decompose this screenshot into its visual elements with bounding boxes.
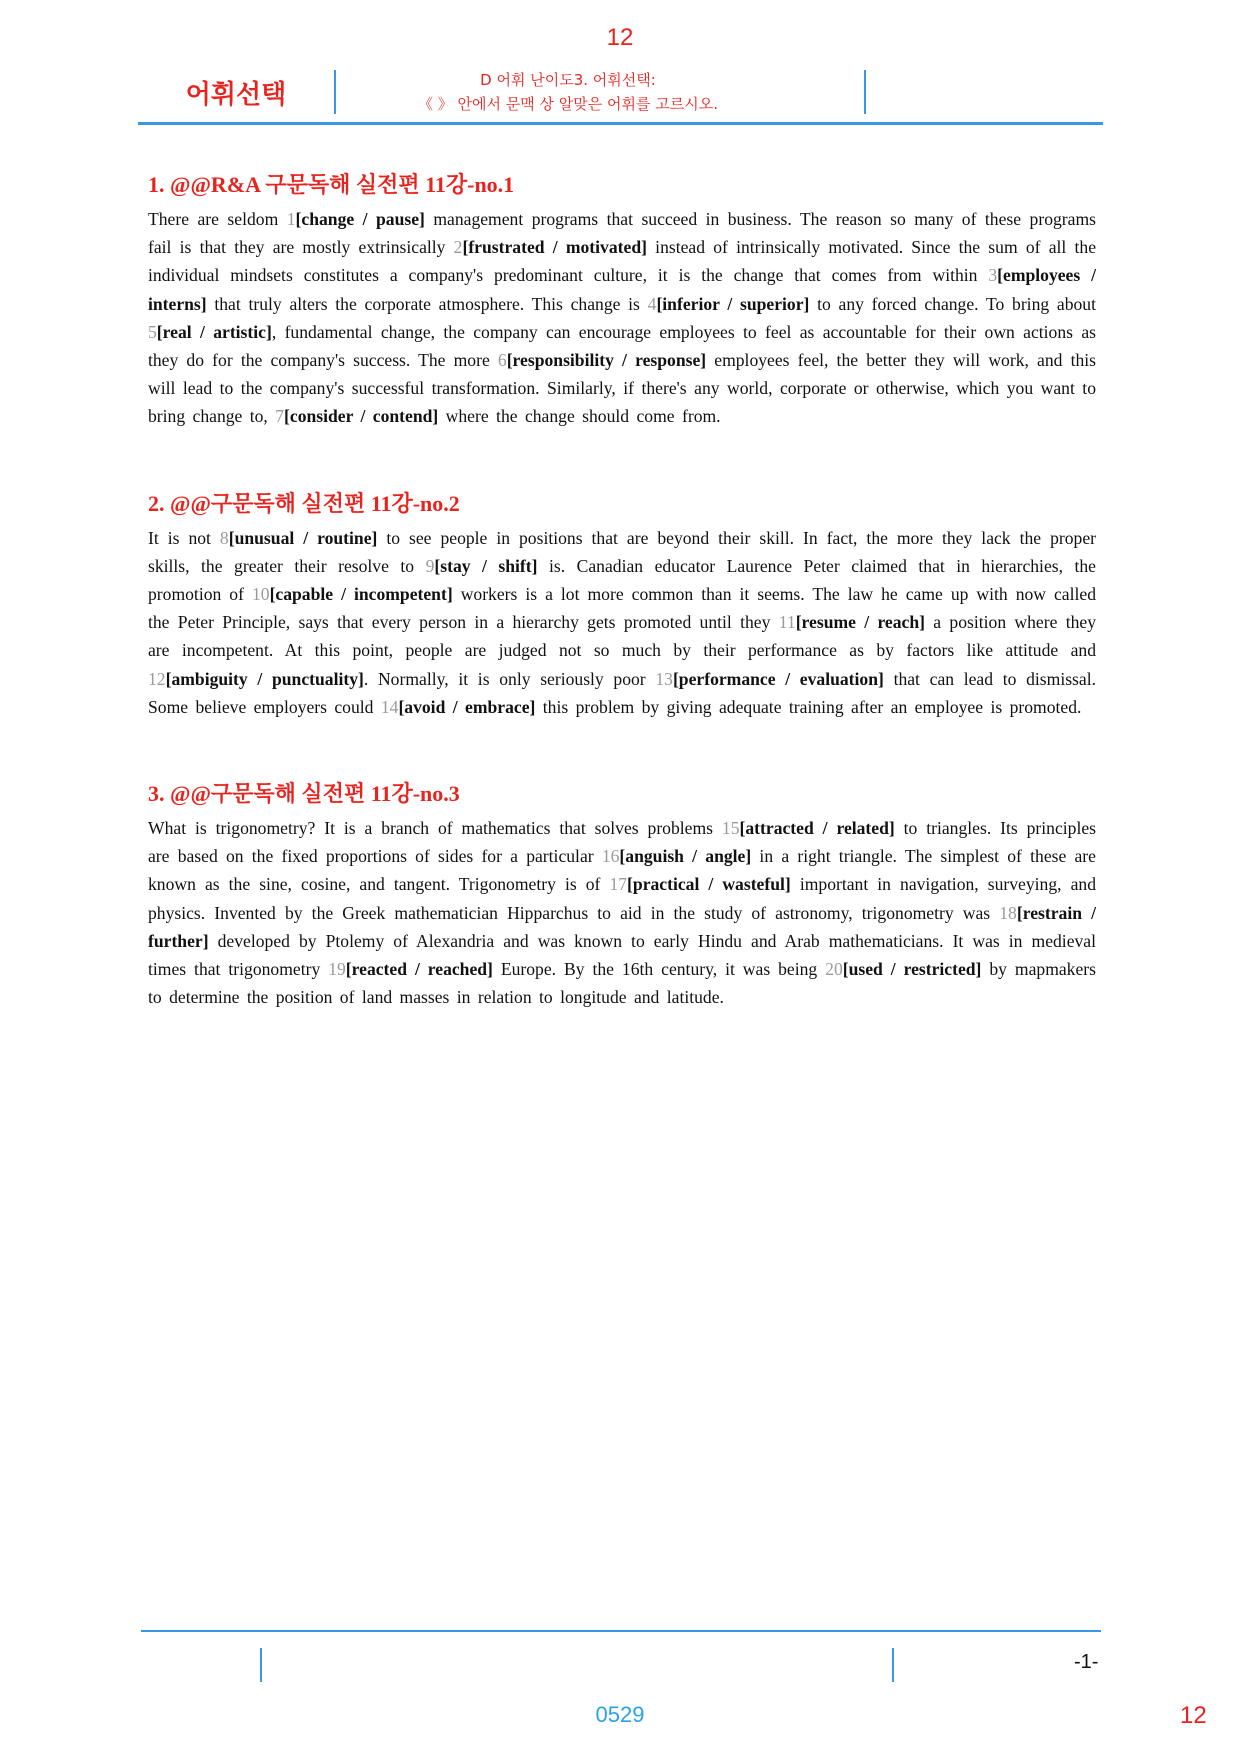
passage-section (148, 487, 1096, 721)
question-number: 12 (148, 668, 166, 689)
header-instruction (338, 68, 798, 116)
passage-text: There are seldom 1[change / pause] management programs that succeed in business. The reason so many of these programs fail is that they are mostly extrinsically 2[frustrated / motivated] instead of intrinsically motivated. Since the sum of all the individual mindsets constitutes a company's predominant culture, it is the change that comes from within 3[employees / interns] that truly alters the corporate atmosphere. This change is 4[inferior / superior] to any forced change. To bring about 5[real / artistic], fundamental change, the company can encourage employees to feel as accountable for their own actions as they do for the company's success. The more 6[responsibility / response] employees feel, the better they will work, and this will lead to the company's successful transformation. Similarly, if there's any world, corporate or otherwise, which you want to bring change to, 7[consider / contend] where the change should come from. (148, 209, 1097, 427)
word-choice: [real / artistic] (156, 321, 272, 342)
word-choice: [frustrated / motivated] (462, 237, 647, 258)
footer-divider-left (260, 1648, 262, 1682)
footer-page-number: 12 (1180, 1702, 1207, 1729)
question-number: 14 (380, 696, 399, 717)
passage-text: It is not 8[unusual / routine] to see people in positions that are beyond their skill. In fact, the more they lack the proper skills, the greater their resolve to 9[stay / shift] is. Canadian educator Laurence Peter claimed that in hierarchies, the promotion of 10[capable / incompetent] workers is a lot more common than it seems. The law he came up with now called the Peter Principle, says that every person in a hierarchy gets promoted until they 11[resume / reach] a position where they are incompetent. At this point, people are judged not so much by their performance as by factors like attitude and 12[ambiguity / punctuality]. Normally, it is only seriously poor 13[performance / evaluation] that can lead to dismissal. Some believe employers could 14[avoid / embrace] this problem by giving adequate training after an employee is promoted. (148, 527, 1097, 717)
instruction-line-2: 《 》 안에서 문맥 상 알맞은 어휘를 고르시오. (418, 95, 718, 113)
footer-code: 0529 (595, 1702, 645, 1727)
question-number: 13 (655, 668, 673, 689)
section-title: 2. @@구문독해 실전편 11강-no.2 (148, 490, 460, 516)
passage-section (148, 168, 1096, 431)
question-number: 6 (497, 350, 507, 371)
section-title: 1. @@R&A 구문독해 실전편 11강-no.1 (148, 172, 515, 197)
word-choice: [practical / wasteful] (627, 874, 791, 895)
word-choice: [anguish / angle] (619, 846, 752, 867)
word-choice: [resume / reach] (795, 612, 925, 633)
question-number: 20 (825, 959, 843, 980)
question-number: 10 (251, 584, 270, 605)
question-number: 1 (286, 209, 296, 229)
word-choice: [consider / contend] (284, 406, 439, 427)
question-number: 4 (647, 293, 657, 314)
question-number: 5 (148, 321, 157, 342)
question-number: 15 (721, 818, 740, 839)
page-mark: -1- (1074, 1651, 1099, 1673)
word-choice: [attracted / related] (739, 818, 895, 839)
word-choice: [responsibility / response] (506, 350, 707, 371)
word-choice: [unusual / routine] (228, 527, 378, 548)
header-divider-right (864, 70, 866, 114)
content-area (148, 168, 1096, 1067)
word-choice: [used / restricted] (842, 959, 982, 980)
instruction-line-1: D 어휘 난이도3. 어휘선택: (480, 71, 656, 89)
question-number: 3 (988, 265, 998, 286)
word-choice: [capable / incompetent] (269, 584, 453, 605)
word-choice: [inferior / superior] (656, 293, 810, 314)
question-number: 18 (999, 902, 1017, 923)
header-divider-left (334, 70, 336, 114)
question-number: 11 (778, 612, 796, 633)
word-choice: [avoid / embrace] (398, 696, 536, 717)
word-choice: [stay / shift] (434, 555, 538, 576)
question-number: 9 (425, 555, 435, 576)
passage-section (148, 777, 1096, 1011)
question-number: 8 (219, 527, 229, 548)
word-choice: [performance / evaluation] (672, 668, 884, 689)
word-choice: [restrain / further] (148, 902, 1096, 951)
top-page-number: 12 (606, 24, 634, 51)
page-header (138, 68, 1103, 125)
footer-divider-right (892, 1648, 894, 1682)
header-category: 어휘선택 (185, 79, 287, 110)
question-number: 17 (609, 874, 628, 895)
section-title: 3. @@구문독해 실전편 11강-no.3 (148, 781, 460, 807)
footer-rule (141, 1630, 1101, 1632)
question-number: 2 (453, 237, 463, 258)
passage-text: What is trigonometry? It is a branch of mathematics that solves problems 15[attracted / related] to triangles. Its principles are based on the fixed proportions of sides for a particular 16[anguish / angle] in a right triangle. The simplest of these are known as the sine, cosine, and tangent. Trigonometry is of 17[practical / wasteful] important in navigation, surveying, and physics. Invented by the Greek mathematician Hipparchus to aid in the study of astronomy, trigonometry was 18[restrain / further] developed by Ptolemy of Alexandria and was known to early Hindu and Arab mathematicians. It was in medieval times that trigonometry 19[reacted / reached] Europe. By the 16th century, it was being 20[used / restricted] by mapmakers to determine the position of land masses in relation to longitude and latitude. (148, 818, 1096, 1008)
word-choice: [reacted / reached] (345, 959, 493, 980)
question-number: 16 (601, 846, 620, 867)
question-number: 7 (275, 406, 285, 427)
question-number: 19 (328, 959, 346, 980)
word-choice: [ambiguity / punctuality] (165, 668, 364, 689)
word-choice: [change / pause] (295, 209, 425, 229)
word-choice: [employees / interns] (148, 265, 1096, 314)
